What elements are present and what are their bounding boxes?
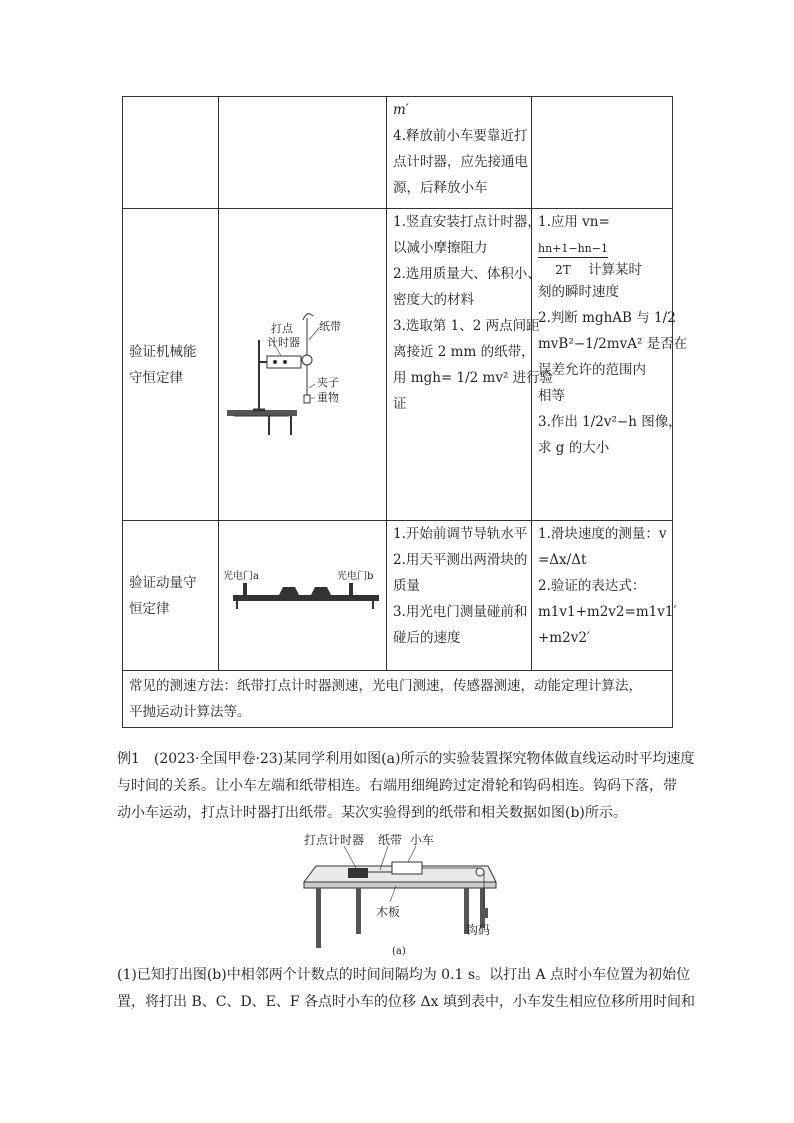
example-line: 与时间的关系。让小车左端和纸带相连。右端用细绳跨过定滑轮和钩码相连。钩码下落，带 [117, 778, 677, 794]
slider-b [311, 587, 331, 595]
experiment-name: 恒定律 [129, 600, 170, 617]
photogate-b [349, 583, 353, 595]
fig-label: 打点计时器 [304, 833, 365, 847]
fig-label: 钩码 [466, 923, 491, 937]
footer-line: 常见的测速方法：纸带打点计时器测速，光电门测速，传感器测速，动能定理计算法， [129, 678, 642, 694]
method-line: 3.作出 1/2v²−h 图像， [538, 414, 682, 430]
method-line: 计算某时 [588, 262, 642, 278]
timer [348, 868, 368, 878]
note-line: 质量 [393, 578, 420, 594]
method-line: 求 g 的大小 [538, 440, 610, 456]
table-row [123, 521, 673, 671]
method-line: 2.判断 mghAB 与 1/2 [538, 310, 676, 326]
note-line: 用 mgh= 1/2 mv² 进行验 [393, 370, 554, 386]
method-line: 刻的瞬时速度 [538, 284, 619, 300]
note-line: 碰后的速度 [393, 630, 461, 646]
fig-label: 纸带 [378, 833, 403, 847]
method-line: 相等 [538, 388, 565, 404]
footer-cell [123, 671, 673, 728]
method-line: 1.滑块速度的测量：v [538, 526, 667, 542]
note-line: 1.竖直安装打点计时器， [393, 214, 541, 230]
figure-caption: (a) [392, 946, 406, 957]
note-line: 密度大的材料 [393, 292, 474, 308]
table-row [123, 97, 673, 209]
table-cell-notes [387, 97, 532, 209]
fig-label: 光电门b [337, 571, 374, 582]
air-track [233, 595, 379, 601]
table-cell-method [532, 209, 688, 521]
slider-a [279, 587, 299, 595]
figure-a [296, 832, 506, 960]
question-line: 置，将打出 B、C、D、E、F 各点时小车的位移 Δx 填到表中，小车发生相应位移所用时间和 [117, 994, 695, 1010]
figure-cell [219, 521, 387, 671]
note-line: 3.选取第 1、2 两点间距 [393, 318, 540, 334]
note-line: 2.选用质量大、体积小、 [393, 266, 541, 282]
note-line: 4.释放前小车要靠近打 [393, 128, 528, 144]
figure-cell [219, 209, 387, 521]
example-line: 例1 (2023·全国甲卷·23)某同学利用如图(a)所示的实验装置探究物体做直线运动时平均速度 [117, 751, 695, 767]
footer-line: 平抛运动计算法等。 [129, 704, 251, 720]
note-line: 2.用天平测出两滑块的 [393, 552, 528, 568]
note-line: 证 [393, 396, 407, 412]
method-line: 2T [555, 263, 571, 277]
fig-label: 重物 [317, 391, 339, 404]
experiment-name: 验证机械能 [129, 343, 197, 360]
experiment-name-cell [123, 209, 219, 521]
table-cell [123, 97, 219, 209]
note-line: 源，后释放小车 [393, 180, 488, 196]
cart [392, 862, 422, 874]
method-line: hn+1−hn−1 [538, 241, 608, 258]
table-cell [219, 97, 387, 209]
example-paragraph [117, 746, 695, 827]
note-line: 3.用光电门测量碰前和 [393, 604, 528, 620]
experiment-name: 验证动量守 [129, 574, 197, 591]
hook-weight [480, 908, 488, 918]
experiment-name-cell [123, 521, 219, 671]
method-line: 2.验证的表达式： [538, 578, 646, 594]
method-line: 1.应用 vn= [538, 214, 610, 230]
note-line: 点计时器，应先接通电 [393, 154, 528, 170]
momentum-apparatus-figure [219, 561, 387, 621]
note-line: m′ [393, 102, 409, 118]
method-line: mvB²−1/2mvA² 是否在 [538, 336, 688, 352]
note-line: 1.开始前调节导轨水平 [393, 526, 528, 542]
note-line: 以减小摩擦阻力 [393, 240, 488, 256]
table-cell-method [532, 521, 677, 671]
table-row [123, 209, 673, 521]
table-cell-notes [387, 521, 532, 671]
method-line: m1v1+m2v2=m1v1′ [538, 604, 677, 620]
method-line: +m2v2′ [538, 630, 590, 646]
fig-label: 计时器 [267, 336, 300, 349]
weight [304, 395, 310, 403]
fig-label: 纸带 [319, 320, 341, 333]
mechanical-energy-apparatus-figure [219, 280, 387, 440]
fig-label: 打点 [271, 322, 293, 335]
example-line: 动小车运动，打点计时器打出纸带。某次实验得到的纸带和相关数据如图(b)所示。 [117, 805, 627, 821]
fig-label: 光电门a [223, 571, 259, 582]
experiment-table [122, 96, 688, 728]
fig-label: 小车 [410, 833, 435, 847]
question-1 [117, 962, 695, 1016]
fig-label: 夹子 [317, 376, 339, 389]
note-line: 离接近 2 mm 的纸带， [393, 344, 535, 360]
method-line: 误差允许的范围内 [538, 362, 646, 378]
fig-label: 木板 [376, 905, 401, 919]
method-line: =Δx/Δt [538, 552, 587, 568]
experiment-name: 守恒定律 [129, 369, 183, 386]
table-row [123, 671, 673, 728]
question-line: (1)已知打出图(b)中相邻两个计数点的时间间隔均为 0.1 s。以打出 A 点时小车位置为初始位 [117, 967, 691, 983]
photogate-a [243, 583, 247, 595]
table-cell [532, 97, 673, 209]
